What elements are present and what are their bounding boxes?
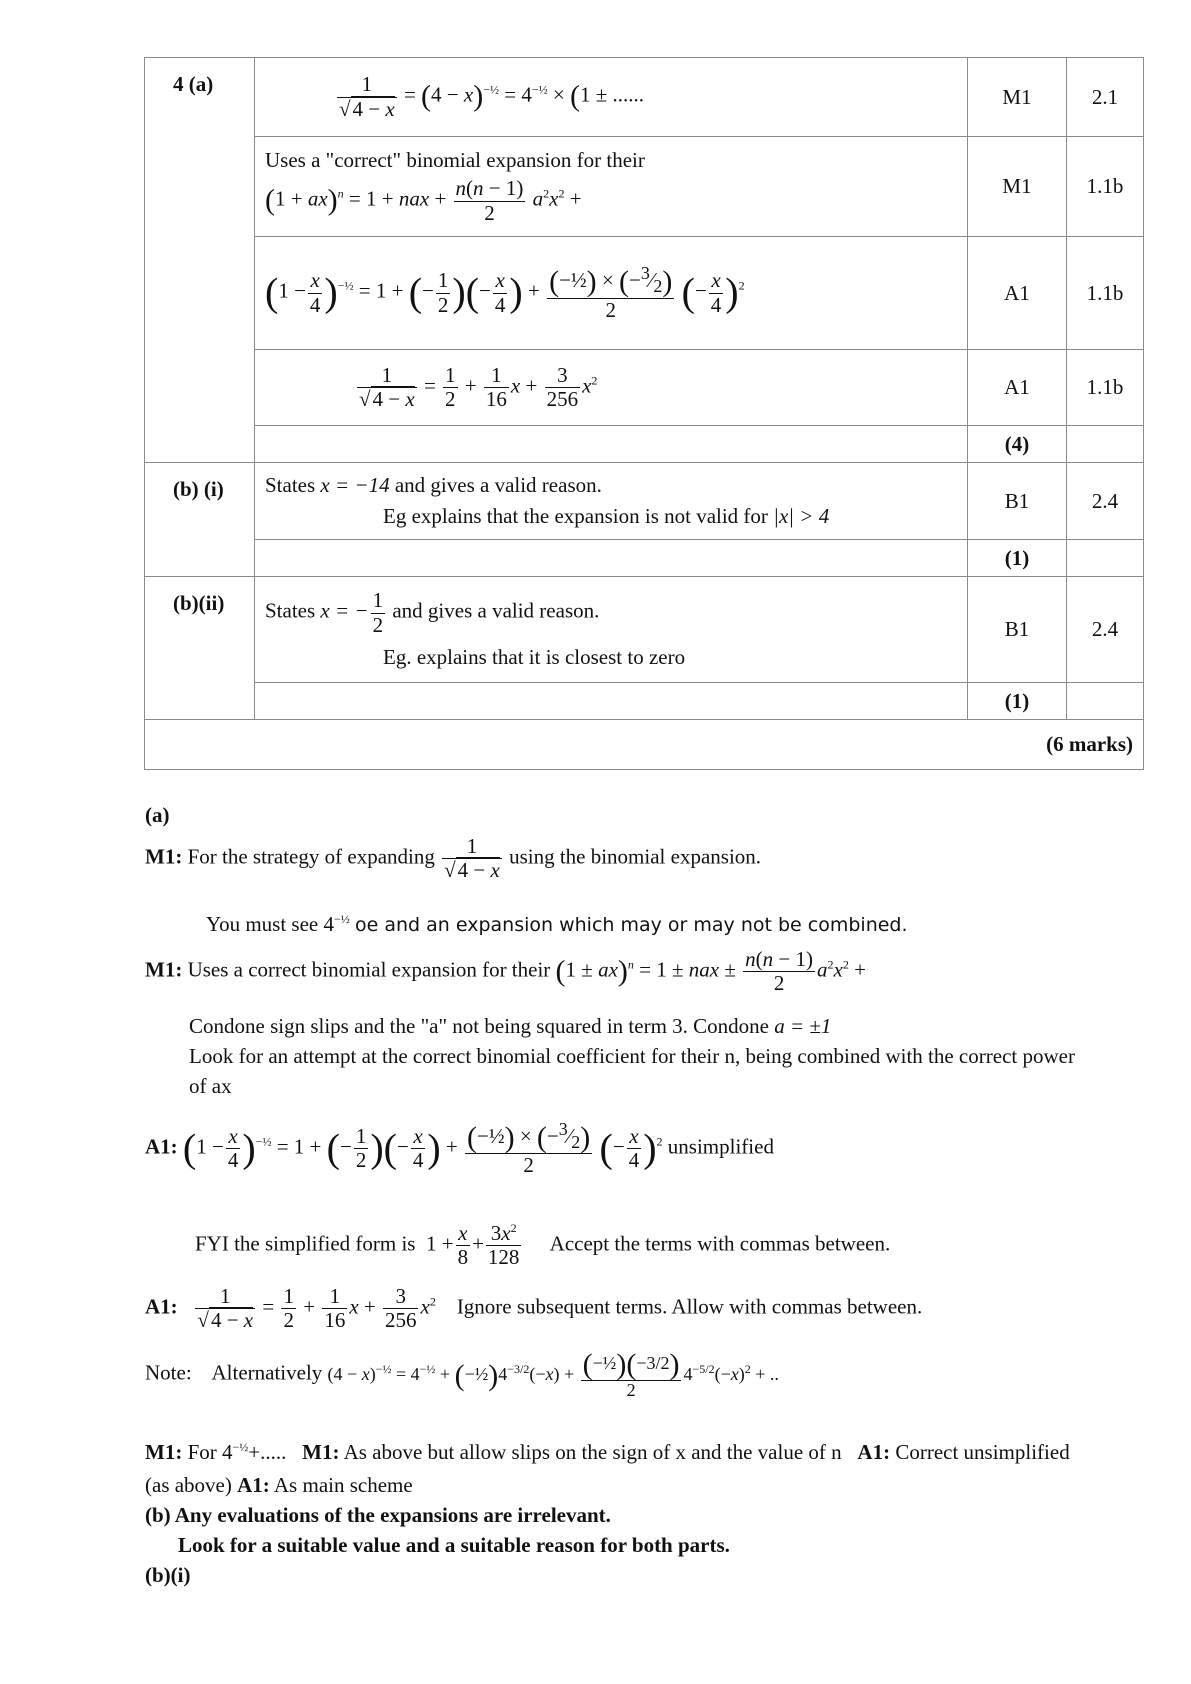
expr-row3: (1 − $\frac{x}{4}$ )$^{-\frac{1}{2}}$ = 1 + (− $\frac{1}{2}$ )(− $\frac{x}{4}$ ) + $\frac{(-\frac{1}{2}) \times (-^3⁄_2)}{2}$ (− $\frac{x}{4}$ )$^2$ xyxy=(255,237,968,350)
row-bi xyxy=(145,463,1144,540)
note-a1: A1: (1 − $\frac{x}{4}$ )$^{-\frac{1}{2}}$ = 1 + (− $\frac{1}{2}$ )(− $\frac{x}{4}$ ) + $\frac{(-\frac{1}{2}) \times (-^3⁄_2)}{2}$ (− $\frac{x}{4}$ )$^2$ unsimplified xyxy=(145,1119,774,1178)
note-a1b: A1: $\frac{1}{√4 - x}$ = $\frac{1}{2}$ + $\frac{1}{16}$ x + $\frac{3}{256}$ $x^2$ Ignore subsequent terms. Allow with commas between. xyxy=(145,1284,923,1333)
heading-bi: (b)(i) xyxy=(145,1563,191,1587)
note-m1: M1: For the strategy of expanding $\frac{1}{√4 - x}$ using the binomial expansion. xyxy=(145,834,762,883)
expr-bii: States x = − $\frac{1}{2}$ and gives a valid reason. Eg. explains that it is closest to zero xyxy=(255,577,968,683)
mark-scheme-table xyxy=(144,57,1144,770)
total-4a: (4) xyxy=(968,426,1067,463)
mark-row2: M1 xyxy=(968,137,1067,237)
row-bii xyxy=(145,577,1144,683)
ao-bi: 2.4 xyxy=(1067,463,1144,540)
expr-row1: $\frac{1}{√4 - x}$ = $(4 - x)^{-\frac{1}{2}} = 4^{-\frac{1}{2}} \times (1$ ± ...... xyxy=(255,58,968,137)
note-condone: Condone sign slips and the "a" not being squared in term 3. Condone a = ±1 xyxy=(189,1014,832,1038)
row-4a-total xyxy=(145,426,1144,463)
ao-row3: 1.1b xyxy=(1067,237,1144,350)
row-4a-1 xyxy=(145,58,1144,137)
mark-bii: B1 xyxy=(968,577,1067,683)
expr-row4: $\frac{1}{√4 - x}$ = $\frac{1}{2}$ + $\frac{1}{16}$ x + $\frac{3}{256}$ $x^2$ xyxy=(255,350,968,426)
ao-row1: 2.1 xyxy=(1067,58,1144,137)
row-grand-total xyxy=(145,720,1144,770)
ao-bii: 2.4 xyxy=(1067,577,1144,683)
mark-row1: M1 xyxy=(968,58,1067,137)
total-bi: (1) xyxy=(968,540,1067,577)
question-label-bii: (b)(ii) xyxy=(145,577,255,720)
note-fyi: FYI the simplified form is 1 + $\frac{x}{8}$ + $\frac{3x^2}{128}$ Accept the terms with commas between. xyxy=(195,1221,891,1270)
ao-row4: 1.1b xyxy=(1067,350,1144,426)
note-final-m1: M1: For $4^{-\frac{1}{2}}+$..... M1: As above but allow slips on the sign of x and the value of n A1: Correct unsimplified xyxy=(145,1440,1070,1464)
bii-example: Eg. explains that it is closest to zero xyxy=(383,644,686,669)
ao-row2: 1.1b xyxy=(1067,137,1144,237)
row-4a-2 xyxy=(145,137,1144,237)
note-final-line2: (as above) A1: As main scheme xyxy=(145,1473,413,1497)
note-alternative: Note: Alternatively $(4 - x)^{-\frac{1}{2}} = 4^{-\frac{1}{2}}$ + $(-\frac{1}{2})4^{-3/2}(-x)$ + $\frac{\text{(−½)(−3/2)}}{2}$ $4^{-5/2}(-x)^2$ + .. xyxy=(145,1348,779,1400)
note-look2: of ax xyxy=(189,1074,232,1098)
mark-bi: B1 xyxy=(968,463,1067,540)
note-must-see: You must see $4^{-\frac{1}{2}}$ oe and an expansion which may or may not be combined. xyxy=(206,912,908,936)
note-look1: Look for an attempt at the correct binomial coefficient for their n, being combined with the correct power xyxy=(189,1044,1075,1068)
row2-text: Uses a "correct" binomial expansion for their xyxy=(265,148,645,173)
heading-b: (b) Any evaluations of the expansions are irrelevant. xyxy=(145,1503,611,1527)
row-4a-3 xyxy=(145,237,1144,350)
mark-row4: A1 xyxy=(968,350,1067,426)
expr-row2: Uses a "correct" binomial expansion for their (1 + ax)$^n$ = 1 + nax + $\frac{n(n - 1)}{2}$ $a^2x^2$ + xyxy=(255,137,968,237)
row-bii-total xyxy=(145,683,1144,720)
mark-row3: A1 xyxy=(968,237,1067,350)
row-bi-total xyxy=(145,540,1144,577)
heading-a: (a) xyxy=(145,803,170,827)
row-4a-4 xyxy=(145,350,1144,426)
question-label-4a: 4 (a) xyxy=(145,58,255,463)
expr-bi: States x = −14 and gives a valid reason. Eg explains that the expansion is not valid for |x| > 4 xyxy=(255,463,968,540)
total-bii: (1) xyxy=(968,683,1067,720)
note-m1b: M1: Uses a correct binomial expansion for their (1 ± ax)$^n$ = 1 ± nax ± $\frac{n(n - 1)}{2}$ $a^2x^2$ + xyxy=(145,947,866,996)
note-b-look: Look for a suitable value and a suitable reason for both parts. xyxy=(178,1533,730,1557)
question-label-bi: (b) (i) xyxy=(145,463,255,577)
bi-value: x = −14 xyxy=(320,473,390,497)
bi-condition: |x| > 4 xyxy=(773,504,830,528)
grand-total: (6 marks) xyxy=(145,720,1144,770)
bi-example: Eg explains that the expansion is not valid for xyxy=(383,504,768,528)
